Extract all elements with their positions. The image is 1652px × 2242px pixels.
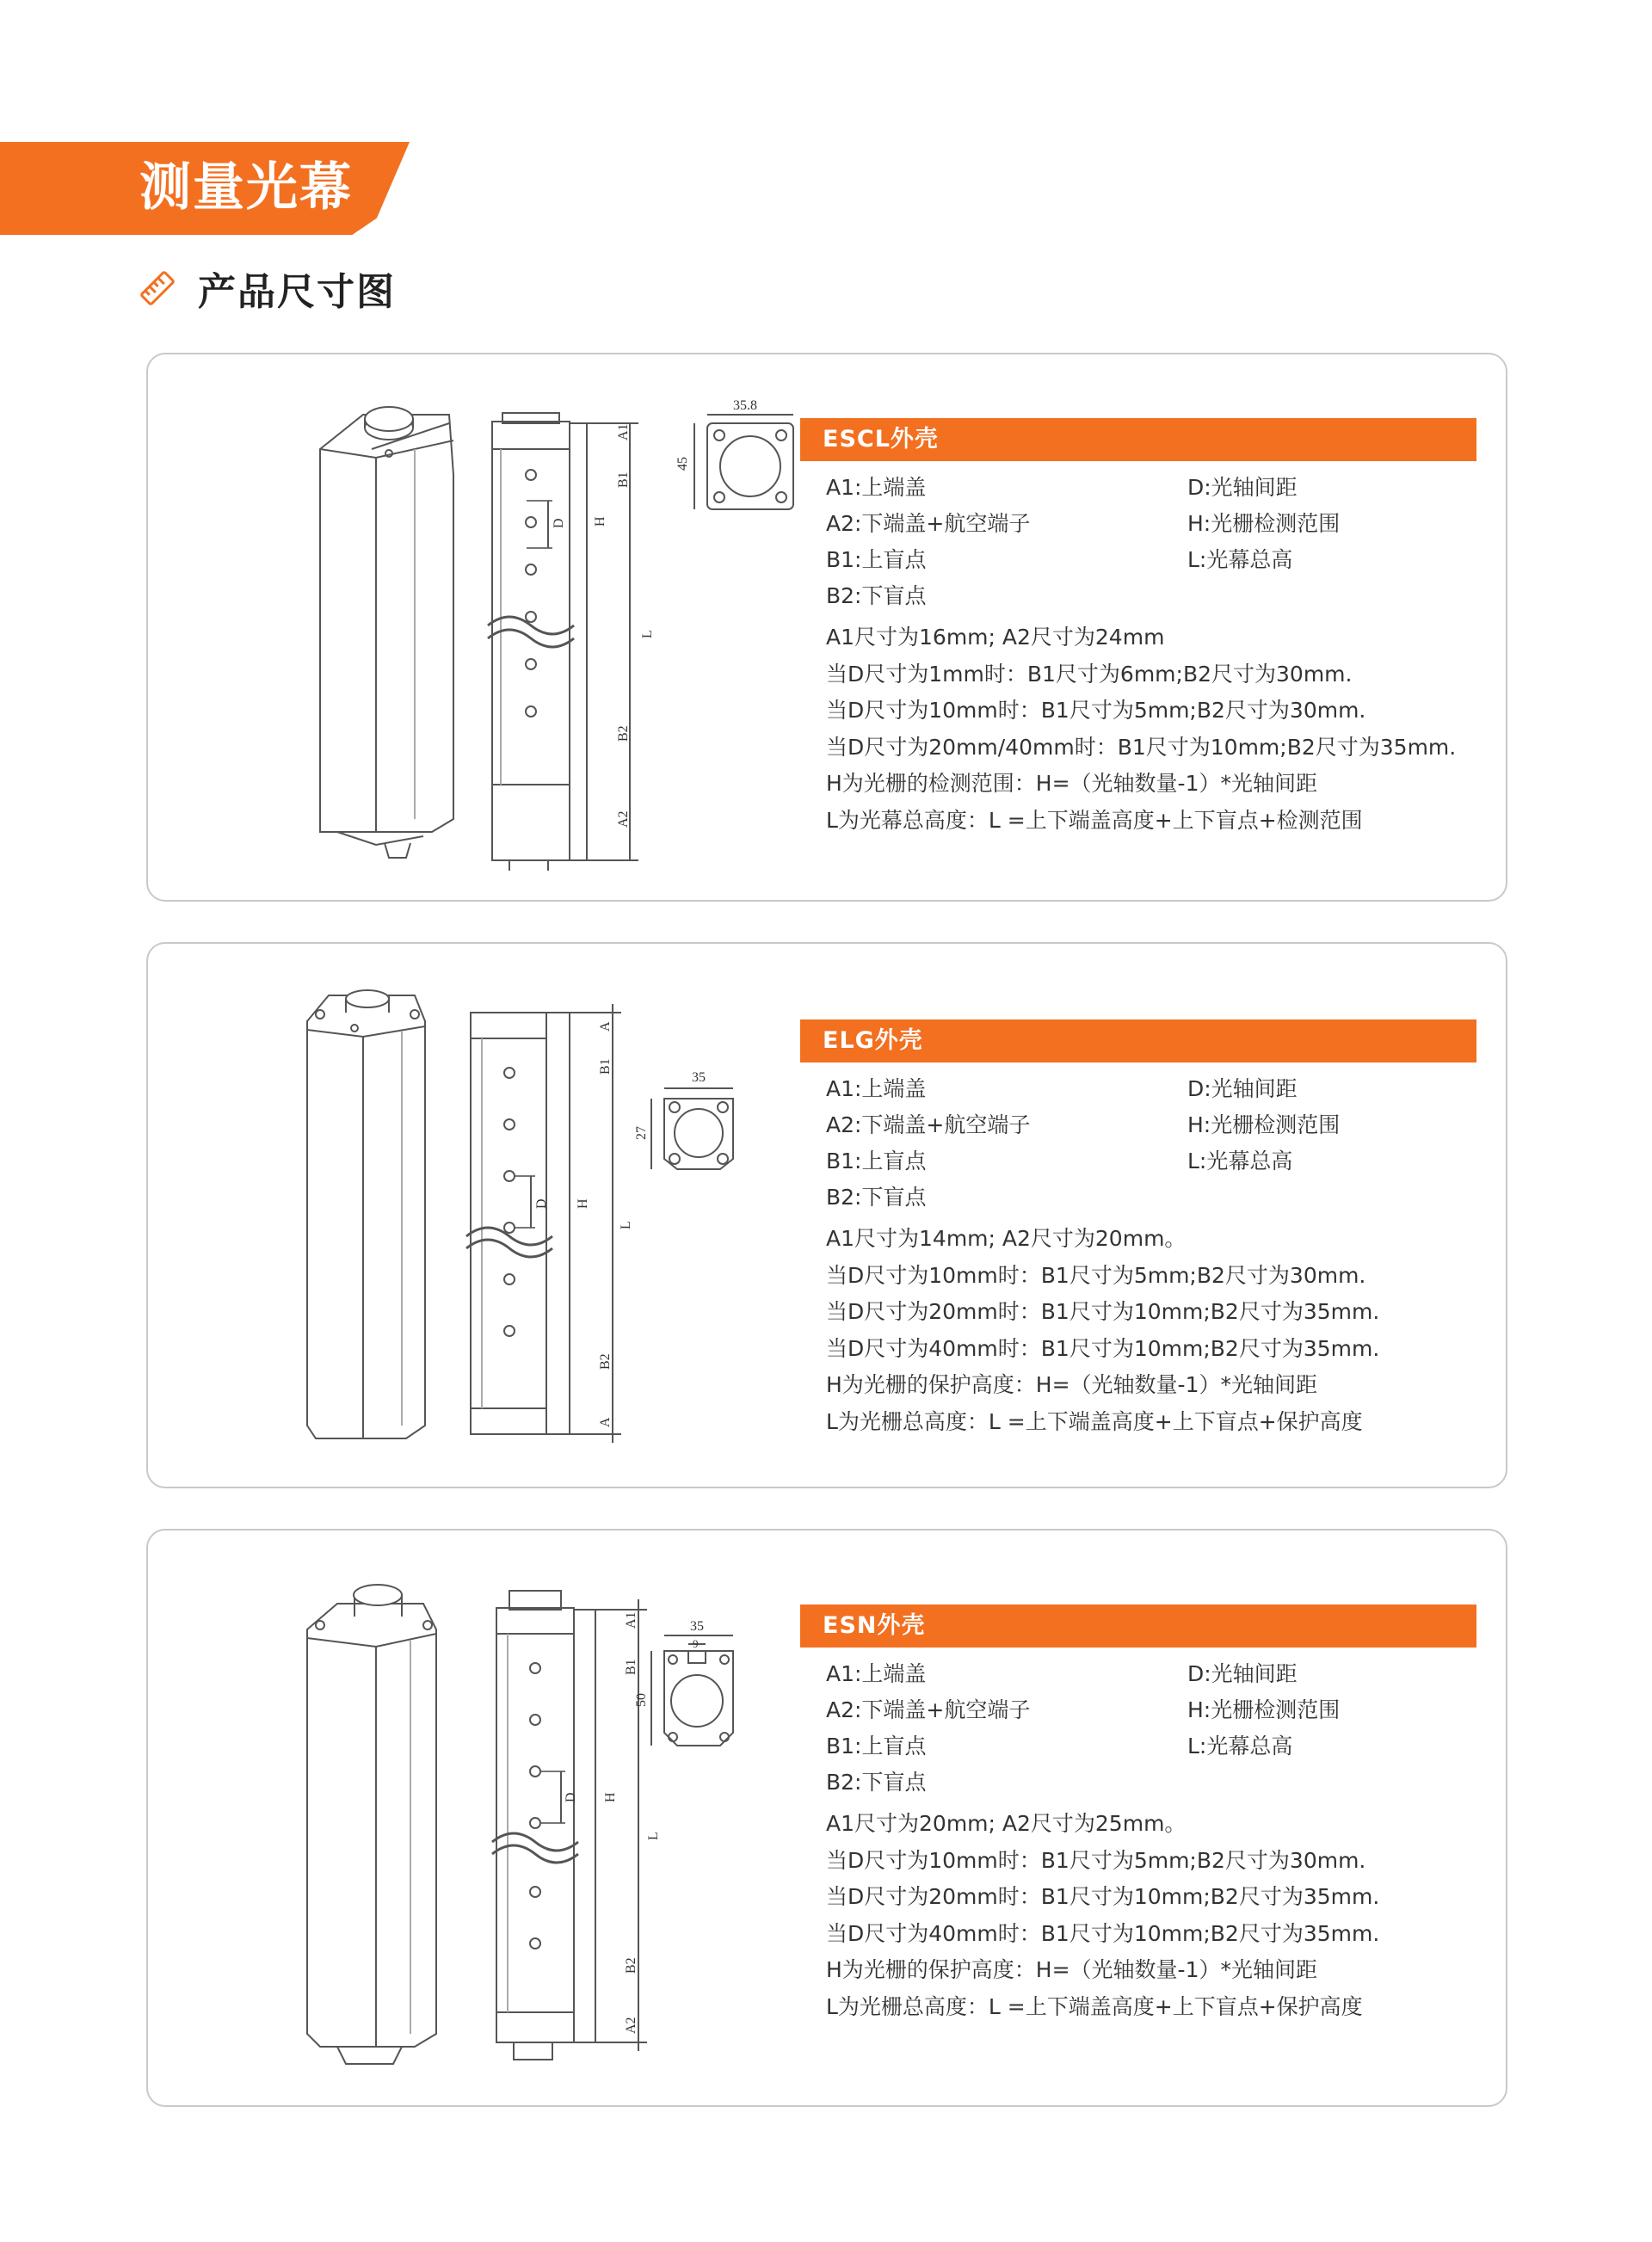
page-title: 测量光幕 <box>139 157 353 218</box>
dim-height-label: 45 <box>675 457 690 471</box>
note-line: 当D尺寸为40mm时：B1尺寸为10mm;B2尺寸为35mm. <box>826 1335 1380 1361</box>
note-line: H为光栅的保护高度：H=（光轴数量-1）*光轴间距 <box>826 1372 1317 1397</box>
note-line: H为光栅的检测范围：H=（光轴数量-1）*光轴间距 <box>826 771 1317 796</box>
elg-legend <box>800 1062 1476 1212</box>
note-line: L为光幕总高度：L =上下端盖高度+上下盲点+检测范围 <box>826 807 1363 833</box>
legend-item: A1:上端盖 <box>826 475 927 500</box>
note-line: 当D尺寸为10mm时：B1尺寸为5mm;B2尺寸为30mm. <box>826 1847 1366 1873</box>
ruler-icon <box>138 268 177 308</box>
escl-notes <box>800 611 1476 839</box>
note-line: A1尺寸为14mm; A2尺寸为20mm。 <box>826 1226 1187 1251</box>
product-card-escl <box>146 353 1507 902</box>
note-line: L为光栅总高度：L =上下端盖高度+上下盲点+保护高度 <box>826 1408 1363 1434</box>
elg-header: ELG外壳 <box>800 1019 1476 1062</box>
side-label-b2: B2 <box>598 1353 613 1370</box>
side-label-b2: B2 <box>616 725 631 742</box>
side-label-a1: A1 <box>616 423 631 440</box>
side-label-d: D <box>564 1792 578 1802</box>
side-label-l: L <box>646 1832 661 1840</box>
legend-item: A2:下端盖+航空端子 <box>826 511 1031 536</box>
note-line: 当D尺寸为10mm时：B1尺寸为5mm;B2尺寸为30mm. <box>826 698 1366 723</box>
note-line: L为光栅总高度：L =上下端盖高度+上下盲点+保护高度 <box>826 1993 1363 2019</box>
side-label-a1: A1 <box>624 1611 638 1629</box>
legend-item: B2:下盲点 <box>826 1185 927 1210</box>
dim-width-label: 35 <box>690 1619 704 1634</box>
note-line: H为光栅的保护高度：H=（光轴数量-1）*光轴间距 <box>826 1957 1317 1982</box>
legend-item: B2:下盲点 <box>826 1770 927 1795</box>
legend-item: B1:上盲点 <box>826 547 927 572</box>
section-heading-text: 产品尺寸图 <box>198 270 396 314</box>
esn-notes <box>800 1797 1476 2025</box>
esn-header: ESN外壳 <box>800 1605 1476 1648</box>
legend-item: B2:下盲点 <box>826 583 927 608</box>
legend-item: D:光轴间距 <box>1187 475 1298 500</box>
note-line: 当D尺寸为20mm/40mm时：B1尺寸为10mm;B2尺寸为35mm. <box>826 734 1457 760</box>
side-label-a2: A2 <box>616 810 631 828</box>
side-label-h: H <box>603 1792 618 1802</box>
escl-drawing <box>225 389 879 871</box>
esn-legend <box>800 1648 1476 1797</box>
escl-legend <box>800 461 1476 611</box>
side-label-l: L <box>619 1221 633 1229</box>
legend-item: L:光幕总高 <box>1187 1149 1293 1173</box>
legend-item: A2:下端盖+航空端子 <box>826 1697 1031 1722</box>
note-line: 当D尺寸为20mm时：B1尺寸为10mm;B2尺寸为35mm. <box>826 1884 1380 1909</box>
legend-item: H:光栅检测范围 <box>1187 1697 1341 1722</box>
elg-info <box>800 1019 1476 1440</box>
legend-item: A1:上端盖 <box>826 1661 927 1686</box>
product-card-esn <box>146 1529 1507 2107</box>
legend-item: H:光栅检测范围 <box>1187 511 1341 536</box>
note-line: A1尺寸为20mm; A2尺寸为25mm。 <box>826 1811 1187 1836</box>
side-label-b1: B1 <box>624 1659 638 1675</box>
legend-item: A2:下端盖+航空端子 <box>826 1112 1031 1137</box>
escl-header: ESCL外壳 <box>800 418 1476 461</box>
dim-width-label: 35.8 <box>733 398 757 413</box>
side-label-b1: B1 <box>616 471 631 488</box>
side-label-a2: A2 <box>624 2017 638 2034</box>
legend-item: L:光幕总高 <box>1187 1734 1293 1758</box>
side-label-h: H <box>576 1198 590 1209</box>
side-label-d: D <box>552 518 566 528</box>
dim-height-label: 27 <box>634 1126 649 1140</box>
side-label-a: A <box>598 1021 613 1032</box>
side-label-h: H <box>593 516 607 527</box>
side-label-l: L <box>640 630 655 638</box>
legend-item: B1:上盲点 <box>826 1734 927 1758</box>
legend-item: D:光轴间距 <box>1187 1076 1298 1101</box>
escl-info <box>800 418 1476 839</box>
legend-item: A1:上端盖 <box>826 1076 927 1101</box>
section-heading <box>138 258 396 318</box>
side-label-b2: B2 <box>624 1957 638 1974</box>
note-line: 当D尺寸为20mm时：B1尺寸为10mm;B2尺寸为35mm. <box>826 1299 1380 1324</box>
note-line: 当D尺寸为1mm时：B1尺寸为6mm;B2尺寸为30mm. <box>826 661 1353 687</box>
note-line: A1尺寸为16mm; A2尺寸为24mm <box>826 625 1165 650</box>
esn-drawing <box>225 1565 879 2081</box>
side-label-a-bottom: A <box>598 1417 613 1427</box>
legend-item: L:光幕总高 <box>1187 547 1293 572</box>
elg-drawing <box>225 978 879 1451</box>
product-card-elg <box>146 942 1507 1488</box>
dim-height-label: 50 <box>634 1693 649 1707</box>
note-line: 当D尺寸为40mm时：B1尺寸为10mm;B2尺寸为35mm. <box>826 1920 1380 1946</box>
dim-inner-label: 9 <box>693 1637 699 1650</box>
legend-item: B1:上盲点 <box>826 1149 927 1173</box>
side-label-d: D <box>534 1198 549 1209</box>
esn-info <box>800 1605 1476 2025</box>
legend-item: H:光栅检测范围 <box>1187 1112 1341 1137</box>
side-label-b1: B1 <box>598 1058 613 1075</box>
elg-notes <box>800 1212 1476 1440</box>
legend-item: D:光轴间距 <box>1187 1661 1298 1686</box>
dim-width-label: 35 <box>692 1070 706 1085</box>
note-line: 当D尺寸为10mm时：B1尺寸为5mm;B2尺寸为30mm. <box>826 1262 1366 1288</box>
